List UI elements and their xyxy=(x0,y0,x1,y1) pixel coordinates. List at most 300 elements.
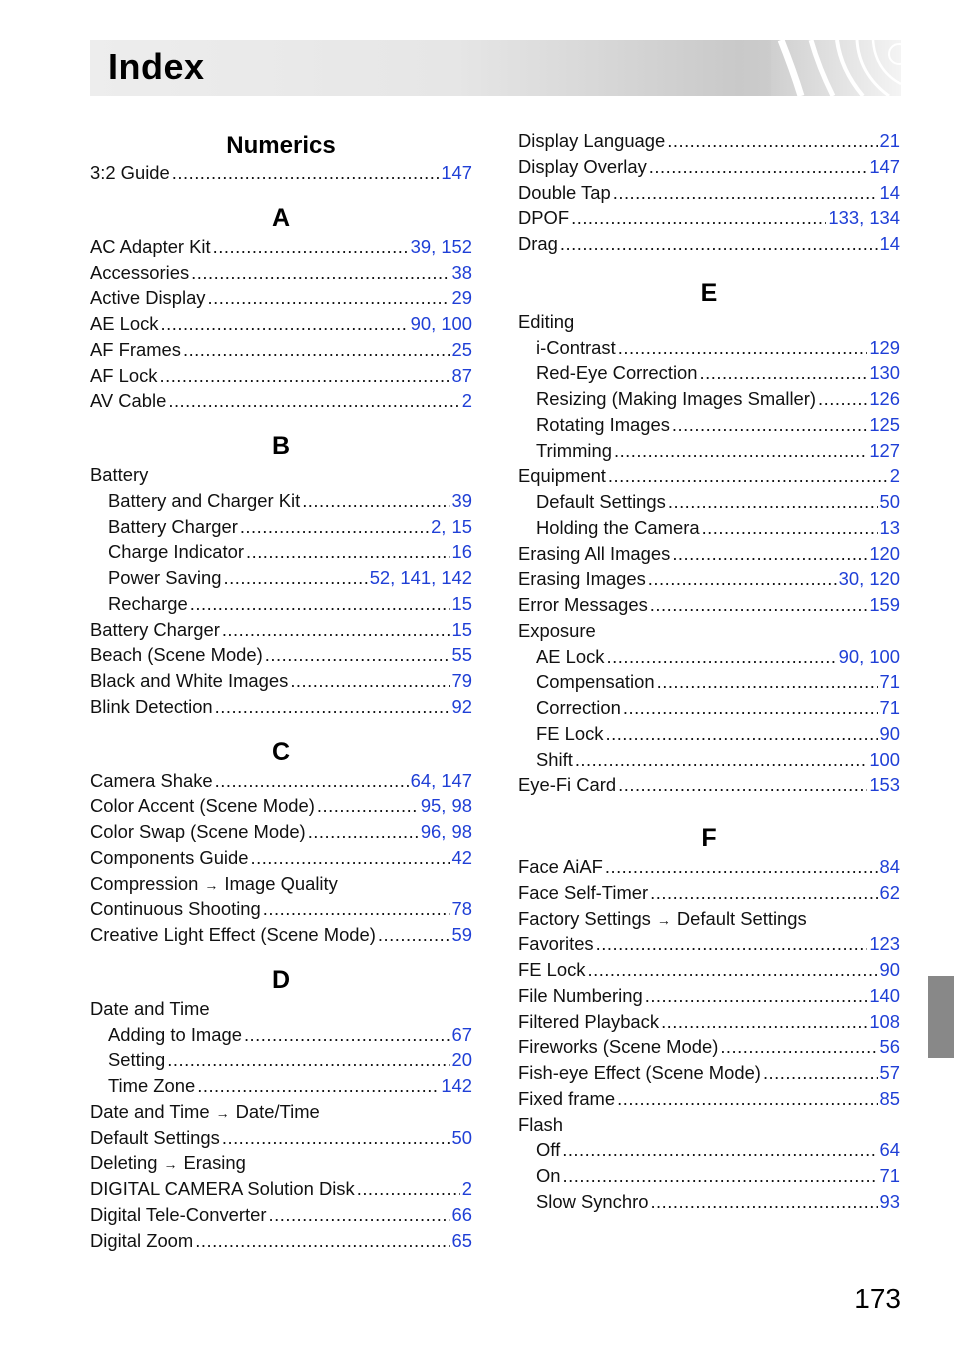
entry-term: Off xyxy=(536,1139,561,1161)
index-subentry xyxy=(518,515,900,541)
see-arrow-icon: → xyxy=(215,1104,230,1121)
dot-leader xyxy=(608,463,888,489)
page-link[interactable]: 65 xyxy=(451,1229,472,1251)
dot-leader xyxy=(240,514,429,540)
index-entry xyxy=(90,1176,472,1202)
entry-term: 3:2 Guide xyxy=(90,162,170,183)
index-entry xyxy=(518,541,900,567)
page-refs xyxy=(869,412,900,438)
entry-term: Creative Light Effect (Scene Mode) xyxy=(90,924,376,945)
page-refs xyxy=(452,337,472,363)
entry-term: Accessories xyxy=(90,261,190,283)
index-entry xyxy=(518,1009,900,1035)
page-link[interactable]: 50 xyxy=(451,1126,472,1148)
index-entry xyxy=(518,154,900,180)
index-entry xyxy=(90,1202,472,1228)
page-link[interactable]: 133 xyxy=(828,207,860,229)
section-heading: D xyxy=(271,965,291,994)
page-link[interactable]: 59 xyxy=(451,924,472,945)
dot-leader xyxy=(250,845,449,871)
entry-term: Factory Settings xyxy=(518,907,651,929)
page-link[interactable]: 15 xyxy=(451,618,472,640)
dot-leader xyxy=(645,983,868,1009)
index-entry xyxy=(90,1228,472,1254)
index-subentry xyxy=(518,386,900,412)
dot-leader xyxy=(172,160,440,186)
page-link[interactable]: 71 xyxy=(879,1165,900,1186)
page-link[interactable]: 93 xyxy=(879,1190,900,1212)
entry-term: Deleting xyxy=(90,1152,158,1174)
index-entry xyxy=(518,1112,900,1138)
page-separator: , xyxy=(431,769,442,791)
index-entry xyxy=(90,1150,472,1176)
index-subentry xyxy=(518,721,900,747)
dot-leader xyxy=(613,180,878,206)
page-link[interactable]: 123 xyxy=(869,933,900,955)
index-subentry xyxy=(90,1022,472,1048)
page-link[interactable]: 159 xyxy=(869,594,900,615)
index-subentry xyxy=(518,438,900,464)
page-link[interactable]: 142 xyxy=(441,1075,472,1096)
dot-leader xyxy=(700,360,868,386)
page-link[interactable]: 30 xyxy=(838,568,860,590)
dot-leader xyxy=(607,644,837,670)
page-refs xyxy=(452,1022,472,1048)
dot-leader xyxy=(195,1228,449,1254)
index-entry xyxy=(90,160,472,186)
page-refs xyxy=(839,566,900,592)
dot-leader xyxy=(650,880,877,906)
page-link[interactable]: 90 xyxy=(879,959,900,980)
page-link[interactable]: 90 xyxy=(879,722,900,744)
entry-term: Color Swap (Scene Mode) xyxy=(90,821,306,842)
page-refs xyxy=(880,1163,900,1189)
entry-term: Face AiAF xyxy=(518,856,603,877)
index-subentry xyxy=(518,1163,900,1189)
entry-term: Digital Zoom xyxy=(90,1229,194,1251)
entry-term: Battery Charger xyxy=(90,618,220,640)
dot-leader xyxy=(596,931,868,957)
entry-term: AV Cable xyxy=(90,390,167,412)
page-link[interactable]: 147 xyxy=(441,769,472,791)
page-link[interactable]: 96 xyxy=(420,821,442,842)
see-reference[interactable]: Erasing xyxy=(183,1152,246,1174)
page-link[interactable]: 50 xyxy=(879,491,900,512)
page-refs xyxy=(869,541,900,567)
entry-term: Holding the Camera xyxy=(536,516,700,538)
page-link[interactable]: 52 xyxy=(369,567,391,588)
dot-leader xyxy=(667,128,877,154)
page-refs xyxy=(452,694,472,720)
page-link[interactable]: 2 xyxy=(431,515,442,537)
page-link[interactable]: 14 xyxy=(879,181,900,203)
page-link[interactable]: 100 xyxy=(869,645,900,667)
entry-term: Setting xyxy=(108,1049,166,1071)
entry-term: Battery Charger xyxy=(108,515,238,537)
index-entry xyxy=(518,983,900,1009)
page-link[interactable]: 66 xyxy=(451,1203,472,1225)
dot-leader xyxy=(575,747,868,773)
page-link[interactable]: 71 xyxy=(879,671,900,693)
page-link[interactable]: 100 xyxy=(441,313,472,334)
entry-term: AC Adapter Kit xyxy=(90,235,211,257)
page-refs xyxy=(452,488,472,514)
page-link[interactable]: 79 xyxy=(451,670,472,691)
page-link[interactable]: 100 xyxy=(869,748,900,770)
page-link[interactable]: 2 xyxy=(889,465,900,487)
page-link[interactable]: 130 xyxy=(869,362,900,384)
page-separator: , xyxy=(859,645,870,667)
page-refs xyxy=(880,180,900,206)
page-refs xyxy=(452,1202,472,1228)
see-arrow-icon: → xyxy=(656,911,671,928)
entry-term: Active Display xyxy=(90,287,206,309)
page-link[interactable]: 78 xyxy=(451,898,472,920)
entry-term: Editing xyxy=(518,310,575,332)
page-refs xyxy=(880,128,900,154)
page-refs xyxy=(452,363,472,389)
index-entry xyxy=(90,617,472,643)
page-link[interactable]: 62 xyxy=(879,881,900,903)
entry-term: Resizing (Making Images Smaller) xyxy=(536,388,817,409)
entry-term: Date and Time xyxy=(90,997,210,1019)
index-entry xyxy=(90,311,472,337)
index-entry xyxy=(518,128,900,154)
dot-leader xyxy=(263,896,450,922)
page-link[interactable]: 16 xyxy=(451,541,472,563)
page-refs xyxy=(880,957,900,983)
entry-term: FE Lock xyxy=(518,959,586,980)
entry-term: AE Lock xyxy=(536,645,605,667)
entry-term: AF Lock xyxy=(90,364,158,386)
entry-term: Exposure xyxy=(518,619,596,641)
entry-term: Correction xyxy=(536,697,621,718)
page-link[interactable]: 92 xyxy=(451,695,472,717)
entry-term: Components Guide xyxy=(90,846,249,868)
dot-leader xyxy=(672,541,867,567)
page-refs xyxy=(452,1047,472,1073)
page-link[interactable]: 55 xyxy=(451,644,472,666)
page-link[interactable]: 126 xyxy=(869,388,900,409)
dot-leader xyxy=(648,566,837,592)
entry-term: Red-Eye Correction xyxy=(536,362,698,384)
index-subentry xyxy=(518,335,900,361)
page-refs xyxy=(452,591,472,617)
page-link[interactable]: 2 xyxy=(461,1178,472,1199)
page-link[interactable]: 39 xyxy=(410,235,432,257)
dot-leader xyxy=(215,694,450,720)
page-number: 173 xyxy=(854,1283,901,1314)
page-link[interactable]: 125 xyxy=(869,413,900,435)
entry-term: On xyxy=(536,1165,561,1186)
page-refs xyxy=(452,642,472,668)
page-link[interactable]: 153 xyxy=(869,774,900,796)
index-entry xyxy=(518,231,900,257)
dot-leader xyxy=(215,768,409,794)
index-subentry xyxy=(518,1189,900,1215)
index-subentry xyxy=(518,747,900,773)
page-refs xyxy=(869,438,900,464)
entry-term: FE Lock xyxy=(536,722,604,744)
page-refs xyxy=(880,695,900,721)
entry-term: Date and Time xyxy=(90,1100,210,1122)
index-subentry xyxy=(518,644,900,670)
dot-leader xyxy=(587,957,877,983)
page-link[interactable]: 64 xyxy=(879,1139,900,1161)
page-link[interactable]: 142 xyxy=(441,567,472,588)
page-link[interactable]: 39 xyxy=(451,489,472,511)
page-refs xyxy=(421,793,472,819)
entry-term: Compression xyxy=(90,872,199,894)
entry-term: Default Settings xyxy=(90,1126,220,1148)
dot-leader xyxy=(167,1047,449,1073)
dot-leader xyxy=(720,1034,877,1060)
entry-term: Adding to Image xyxy=(108,1023,242,1045)
page-link[interactable]: 25 xyxy=(451,338,472,360)
section-heading: A xyxy=(271,203,291,232)
dot-leader xyxy=(308,819,419,845)
page-separator: , xyxy=(859,207,870,229)
dot-leader xyxy=(265,642,450,668)
page-refs xyxy=(880,669,900,695)
section-heading: Numerics xyxy=(226,132,336,159)
dot-leader xyxy=(302,488,449,514)
page-link[interactable]: 152 xyxy=(441,235,472,257)
see-reference[interactable]: Default Settings xyxy=(676,907,807,929)
swirl-decoration-icon xyxy=(771,40,901,96)
index-entry xyxy=(90,668,472,694)
page-refs xyxy=(452,285,472,311)
see-reference[interactable]: Date/Time xyxy=(235,1100,320,1122)
entry-term: Continuous Shooting xyxy=(90,898,261,920)
entry-term: Eye-Fi Card xyxy=(518,774,617,796)
page-link[interactable]: 2 xyxy=(461,390,472,412)
entry-term: File Numbering xyxy=(518,984,643,1006)
page-separator: , xyxy=(441,795,452,817)
index-subentry xyxy=(518,695,900,721)
index-entry xyxy=(518,618,900,644)
page-link[interactable]: 140 xyxy=(869,984,900,1006)
page-link[interactable]: 21 xyxy=(879,130,900,151)
index-entry xyxy=(90,363,472,389)
page-link[interactable]: 108 xyxy=(869,1010,900,1032)
index-header-banner xyxy=(90,40,901,96)
page-link[interactable]: 85 xyxy=(879,1087,900,1109)
dot-leader xyxy=(159,363,449,389)
dot-leader xyxy=(168,388,459,414)
entry-term: Blink Detection xyxy=(90,695,213,717)
page-link[interactable]: 71 xyxy=(879,697,900,718)
page-refs xyxy=(839,644,900,670)
page-refs xyxy=(452,896,472,922)
dot-leader xyxy=(183,337,450,363)
index-entry xyxy=(90,462,472,488)
page-link[interactable]: 90 xyxy=(838,645,860,667)
dot-leader xyxy=(290,668,449,694)
page-link[interactable]: 141 xyxy=(400,567,432,588)
page-refs xyxy=(411,311,472,337)
index-entry xyxy=(518,906,900,932)
page-refs xyxy=(869,772,900,798)
index-subentry xyxy=(90,539,472,565)
entry-term: Fixed frame xyxy=(518,1087,616,1109)
page-separator: , xyxy=(441,821,452,842)
page-link[interactable]: 120 xyxy=(869,542,900,564)
page-separator: , xyxy=(859,568,870,590)
page-separator: , xyxy=(431,567,442,588)
index-entry xyxy=(518,566,900,592)
entry-term: Black and White Images xyxy=(90,670,289,691)
index-entry xyxy=(518,180,900,206)
dot-leader xyxy=(702,515,878,541)
entry-term: DIGITAL CAMERA Solution Disk xyxy=(90,1178,355,1199)
page-link[interactable]: 90 xyxy=(410,313,432,334)
page-refs xyxy=(869,386,900,412)
dot-leader xyxy=(223,565,367,591)
page-link[interactable]: 13 xyxy=(879,516,900,538)
page-link[interactable]: 120 xyxy=(869,568,900,590)
dot-leader xyxy=(657,669,878,695)
index-subentry xyxy=(518,669,900,695)
dot-leader xyxy=(818,386,867,412)
see-reference[interactable]: Image Quality xyxy=(224,872,338,894)
dot-leader xyxy=(244,1022,450,1048)
dot-leader xyxy=(246,539,450,565)
dot-leader xyxy=(623,695,878,721)
dot-leader xyxy=(191,260,449,286)
index-entry xyxy=(90,793,472,819)
dot-leader xyxy=(649,154,868,180)
index-subentry xyxy=(90,1073,472,1099)
page-link[interactable]: 64 xyxy=(410,769,432,791)
page-link[interactable]: 38 xyxy=(451,261,472,283)
index-entry xyxy=(90,896,472,922)
entry-term: Error Messages xyxy=(518,594,648,615)
entry-term: Flash xyxy=(518,1113,563,1135)
page-refs xyxy=(880,1060,900,1086)
page-refs xyxy=(880,231,900,257)
section-heading: B xyxy=(271,432,291,460)
page-refs xyxy=(880,721,900,747)
page-link[interactable]: 147 xyxy=(869,155,900,177)
page-refs xyxy=(441,1073,472,1099)
page-link[interactable]: 129 xyxy=(869,336,900,358)
page-refs xyxy=(880,515,900,541)
index-entry xyxy=(90,871,472,897)
index-entry xyxy=(518,309,900,335)
page-link[interactable]: 20 xyxy=(451,1049,472,1071)
entry-term: Compensation xyxy=(536,671,655,693)
index-entry xyxy=(90,1099,472,1125)
page-link[interactable]: 87 xyxy=(451,364,472,386)
index-entry xyxy=(90,922,472,948)
entry-term: AF Frames xyxy=(90,338,181,360)
index-entry xyxy=(90,1125,472,1151)
page-refs xyxy=(452,617,472,643)
dot-leader xyxy=(668,489,878,515)
page-link[interactable]: 98 xyxy=(451,821,472,842)
entry-term: i-Contrast xyxy=(536,336,616,358)
entry-term: AE Lock xyxy=(90,313,159,334)
page-refs xyxy=(452,1228,472,1254)
page-link[interactable]: 147 xyxy=(441,162,472,183)
index-entry xyxy=(518,772,900,798)
page-link[interactable]: 84 xyxy=(879,856,900,877)
entry-term: Battery xyxy=(90,464,149,485)
page-refs xyxy=(880,489,900,515)
index-subentry xyxy=(90,514,472,540)
index-entry xyxy=(90,285,472,311)
page-refs xyxy=(880,1086,900,1112)
index-entry xyxy=(90,819,472,845)
entry-term: Charge Indicator xyxy=(108,541,244,563)
entry-term: Fireworks (Scene Mode) xyxy=(518,1036,719,1058)
page-link[interactable]: 134 xyxy=(869,207,900,229)
page-link[interactable]: 14 xyxy=(879,233,900,254)
page-link[interactable]: 57 xyxy=(879,1062,900,1083)
index-entry xyxy=(90,234,472,260)
index-subentry xyxy=(518,412,900,438)
dot-leader xyxy=(571,205,826,231)
section-heading: F xyxy=(701,824,717,852)
index-subentry xyxy=(90,1047,472,1073)
page-refs xyxy=(880,880,900,906)
index-entry xyxy=(518,1060,900,1086)
page-refs xyxy=(880,1189,900,1215)
index-entry xyxy=(518,205,900,231)
page-link[interactable]: 56 xyxy=(879,1036,900,1058)
chapter-tab xyxy=(928,976,954,1058)
page-refs xyxy=(462,1176,472,1202)
entry-term: Power Saving xyxy=(108,567,222,588)
page-separator: , xyxy=(431,313,442,334)
entry-term: Face Self-Timer xyxy=(518,881,649,903)
page-link[interactable]: 98 xyxy=(451,795,472,817)
page-separator: , xyxy=(431,235,442,257)
page-link[interactable]: 95 xyxy=(420,795,442,817)
page-link[interactable]: 15 xyxy=(451,515,472,537)
dot-leader xyxy=(208,285,450,311)
dot-leader xyxy=(222,1125,450,1151)
index-entry xyxy=(90,260,472,286)
index-entry xyxy=(90,845,472,871)
entry-term: Display Overlay xyxy=(518,155,647,177)
page-link[interactable]: 67 xyxy=(451,1023,472,1045)
index-subentry xyxy=(90,591,472,617)
page-title: Index xyxy=(108,46,205,87)
dot-leader xyxy=(650,592,868,618)
page-link[interactable]: 127 xyxy=(869,439,900,461)
page-link[interactable]: 42 xyxy=(451,846,472,868)
index-entry xyxy=(518,931,900,957)
entry-term: Erasing All Images xyxy=(518,542,671,564)
entry-term: Digital Tele-Converter xyxy=(90,1203,267,1225)
page-refs xyxy=(869,360,900,386)
page-refs xyxy=(441,160,472,186)
page-link[interactable]: 15 xyxy=(451,592,472,614)
section-heading: E xyxy=(700,278,718,307)
dot-leader xyxy=(357,1176,460,1202)
page-link[interactable]: 29 xyxy=(451,287,472,309)
page-refs xyxy=(370,565,472,591)
index-entry xyxy=(518,1086,900,1112)
entry-term: Beach (Scene Mode) xyxy=(90,644,263,666)
page-separator: , xyxy=(441,515,452,537)
dot-leader xyxy=(378,922,450,948)
index-subentry xyxy=(90,488,472,514)
index-entry xyxy=(518,854,900,880)
entry-term: Shift xyxy=(536,748,573,770)
